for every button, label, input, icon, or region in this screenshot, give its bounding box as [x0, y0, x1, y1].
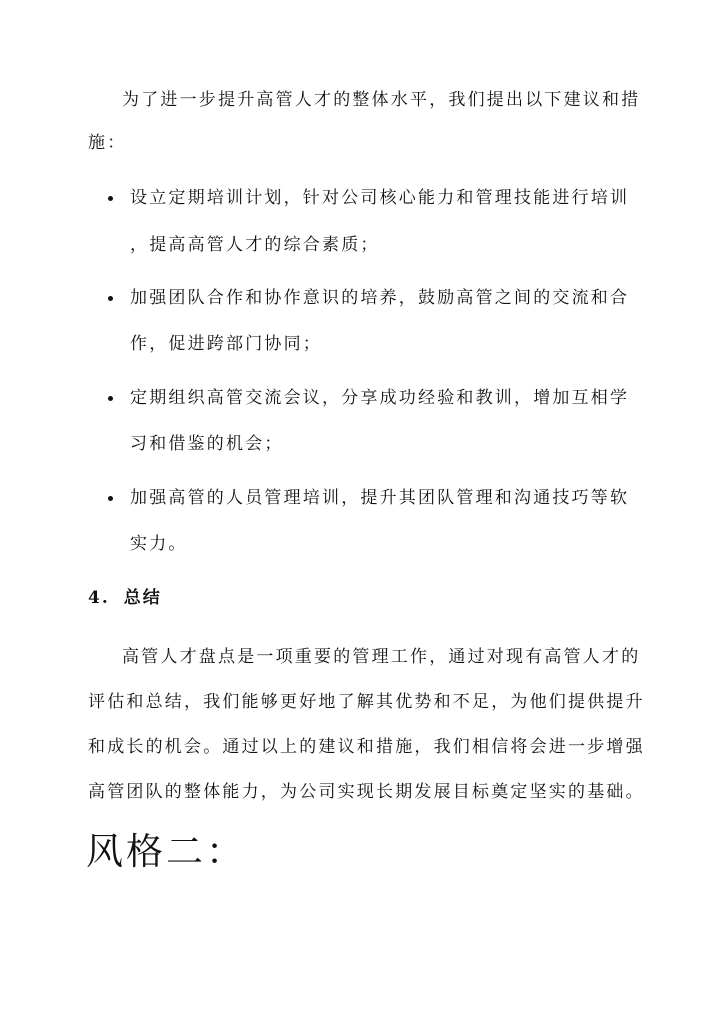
intro-paragraph-line-1: 为了进一步提升高管人才的整体水平，我们提出以下建议和措: [122, 90, 641, 110]
summary-paragraph-line-3: 和成长的机会。通过以上的建议和措施，我们相信将会进一步增强: [88, 737, 645, 757]
summary-paragraph-line-2: 评估和总结，我们能够更好地了解其优势和不足，为他们提供提升: [88, 692, 645, 712]
summary-paragraph-line-1: 高管人才盘点是一项重要的管理工作，通过对现有高管人才的: [122, 647, 641, 667]
bullet-dot: [108, 196, 113, 201]
bullet-item-2-line-2: 作，促进跨部门协同；: [130, 334, 322, 354]
intro-paragraph-line-2: 施：: [88, 133, 127, 153]
bullet-dot: [108, 496, 113, 501]
bullet-item-3-line-2: 习和借鉴的机会；: [130, 434, 284, 454]
bullet-dot: [108, 396, 113, 401]
section-number: 4.: [88, 588, 110, 608]
bullet-dot: [108, 296, 113, 301]
bullet-item-1-line-2: ，提高高管人才的综合素质；: [130, 235, 380, 255]
bullet-item-1-line-1: 设立定期培训计划，针对公司核心能力和管理技能进行培训: [130, 188, 630, 208]
bullet-item-2-line-1: 加强团队合作和协作意识的培养，鼓励高管之间的交流和合: [130, 288, 630, 308]
section-title: 总结: [123, 588, 162, 608]
bullet-item-4-line-2: 实力。: [130, 534, 188, 554]
section-heading: [88, 586, 162, 610]
style-title: 风格二：: [86, 830, 246, 873]
summary-paragraph-line-4: 高管团队的整体能力，为公司实现长期发展目标奠定坚实的基础。: [88, 782, 645, 802]
bullet-item-3-line-1: 定期组织高管交流会议，分享成功经验和教训，增加互相学: [130, 388, 630, 408]
bullet-item-4-line-1: 加强高管的人员管理培训，提升其团队管理和沟通技巧等软: [130, 488, 630, 508]
